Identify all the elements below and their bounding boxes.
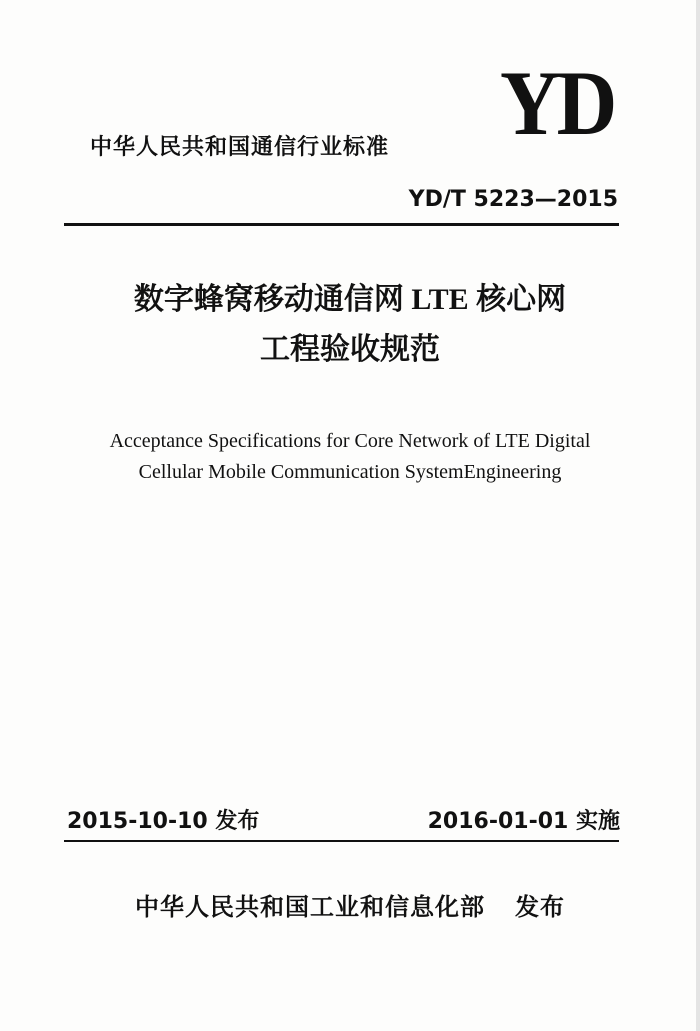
publisher-line <box>0 887 700 922</box>
publisher-action: 发布 <box>515 893 565 921</box>
bottom-divider <box>64 840 619 842</box>
title-cn-line-1: 数字蜂窝移动通信网 LTE 核心网 <box>133 283 567 316</box>
yd-logo: YD <box>500 52 614 155</box>
title-en-line-1: Acceptance Specifications for Core Network of LTE Digital <box>109 430 591 452</box>
standard-category: 中华人民共和国通信行业标准 <box>90 135 390 160</box>
standard-number: YD/T 5223—2015 <box>408 187 618 212</box>
issue-date: 2015-10-10 发布 <box>67 809 260 834</box>
title-cn-line-2: 工程验收规范 <box>260 333 440 366</box>
implementation-date: 2016-01-01 实施 <box>427 809 620 834</box>
top-divider <box>64 223 619 226</box>
publisher-name: 中华人民共和国工业和信息化部 <box>135 893 485 921</box>
title-en-line-2: Cellular Mobile Communication SystemEngineering <box>138 461 562 483</box>
